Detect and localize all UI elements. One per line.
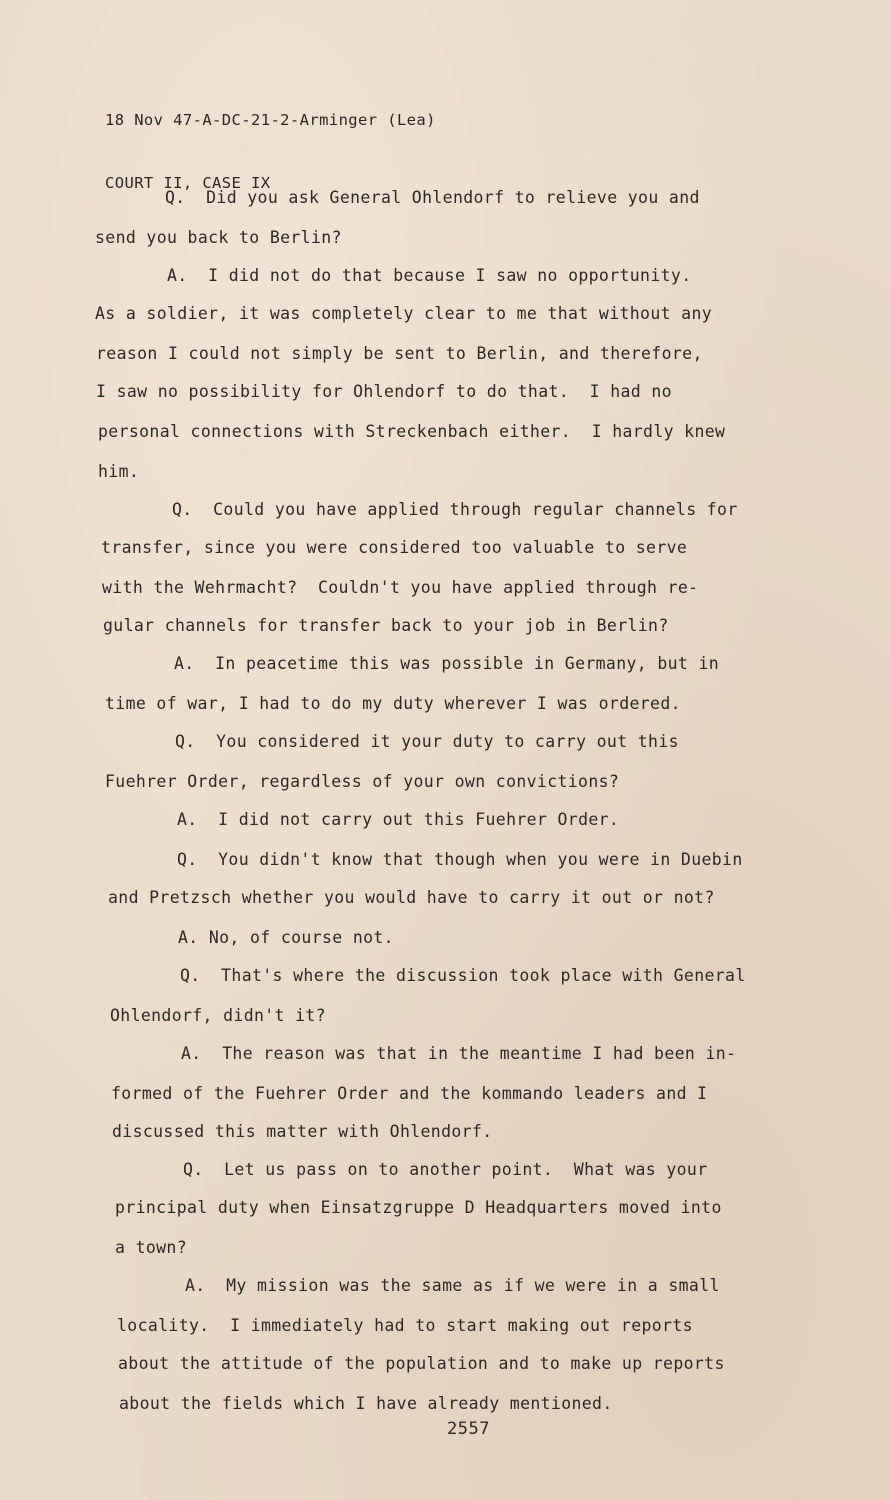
- transcript-line: A. The reason was that in the meantime I had been in-: [181, 1044, 737, 1063]
- transcript-line: I saw no possibility for Ohlendorf to do that. I had no: [96, 382, 672, 401]
- transcript-line: principal duty when Einsatzgruppe D Headquarters moved into: [115, 1198, 722, 1217]
- header-court-line: COURT II, CASE IX: [105, 174, 271, 192]
- transcript-line: about the attitude of the population and to make up reports: [118, 1354, 725, 1373]
- transcript-line: A. I did not carry out this Fuehrer Order.: [177, 810, 620, 829]
- transcript-line: A. No, of course not.: [178, 928, 394, 947]
- transcript-line: Q. You considered it your duty to carry out this: [175, 732, 679, 751]
- transcript-line: Q. That's where the discussion took place with General: [180, 966, 746, 985]
- transcript-line: with the Wehrmacht? Couldn't you have applied through re-: [102, 578, 699, 597]
- transcript-line: time of war, I had to do my duty wherever I was ordered.: [105, 694, 681, 713]
- page-number: 2557: [447, 1419, 490, 1439]
- transcript-line: Q. Did you ask General Ohlendorf to relieve you and: [165, 188, 700, 207]
- transcript-line: discussed this matter with Ohlendorf.: [112, 1122, 493, 1141]
- transcript-line: Q. Let us pass on to another point. What was your: [183, 1160, 708, 1179]
- transcript-line: A. In peacetime this was possible in Germany, but in: [174, 654, 720, 673]
- transcript-line: A. I did not do that because I saw no opportunity.: [167, 266, 692, 285]
- transcript-line: Ohlendorf, didn't it?: [110, 1006, 326, 1025]
- transcript-line: locality. I immediately had to start making out reports: [117, 1316, 693, 1335]
- transcript-line: A. My mission was the same as if we were in a small: [185, 1276, 720, 1295]
- transcript-line: As a soldier, it was completely clear to me that without any: [95, 304, 713, 323]
- transcript-line: him.: [98, 462, 140, 481]
- document-header: [105, 68, 436, 236]
- transcript-line: gular channels for transfer back to your job in Berlin?: [103, 616, 669, 635]
- transcript-line: reason I could not simply be sent to Berlin, and therefore,: [96, 344, 703, 363]
- transcript-line: Q. Could you have applied through regular channels for: [172, 500, 738, 519]
- transcript-line: transfer, since you were considered too valuable to serve: [101, 538, 688, 557]
- header-reference-line: 18 Nov 47-A-DC-21-2-Arminger (Lea): [105, 111, 436, 129]
- transcript-line: and Pretzsch whether you would have to carry it out or not?: [108, 888, 715, 907]
- transcript-line: a town?: [115, 1238, 187, 1257]
- transcript-line: personal connections with Streckenbach either. I hardly knew: [98, 422, 726, 441]
- transcript-line: send you back to Berlin?: [95, 228, 342, 247]
- transcript-line: about the fields which I have already mentioned.: [119, 1394, 613, 1413]
- transcript-line: Fuehrer Order, regardless of your own convictions?: [105, 772, 620, 791]
- transcript-line: formed of the Fuehrer Order and the kommando leaders and I: [111, 1084, 708, 1103]
- transcript-line: Q. You didn't know that though when you were in Duebin: [177, 850, 743, 869]
